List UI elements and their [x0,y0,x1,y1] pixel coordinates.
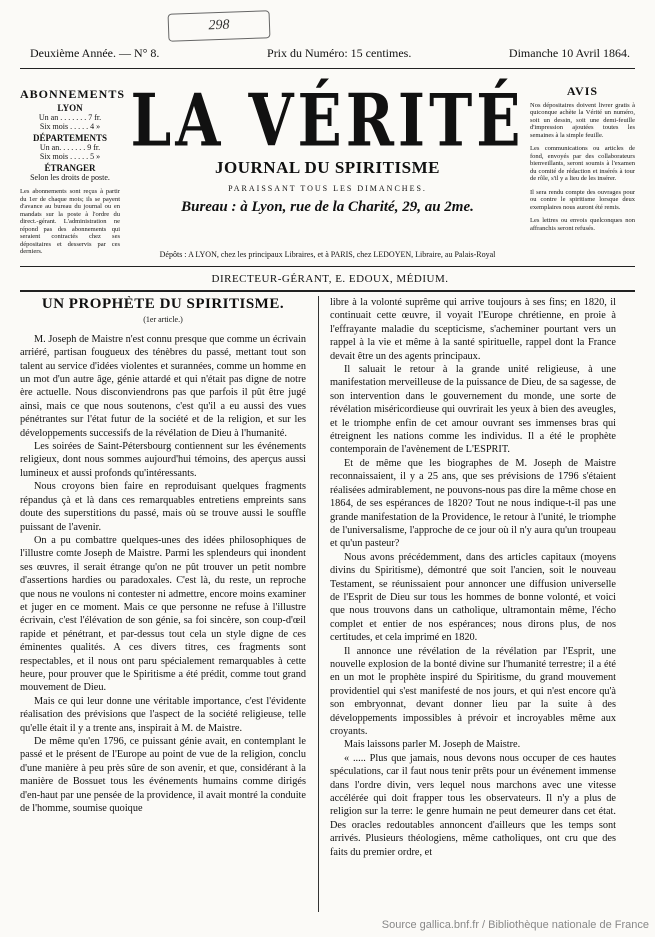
issue-year-number: Deuxième Année. — N° 8. [30,46,160,60]
subscriptions-header: ABONNEMENTS [20,87,126,101]
notice-header: AVIS [566,84,599,98]
lyon-header: LYON [57,103,83,113]
notice-paragraph: Les communications ou articles de fond, envoyés par des collaborateurs bienveillants, seront soumis à l'examen du comité de rédaction et insérés à tour de rôle, s'il y a lieu de les insérer. [530,145,635,182]
publication-frequency: PARAISSANT TOUS LES DIMANCHES. [228,184,427,193]
director-line: DIRECTEUR-GÉRANT, E. EDOUX, MÉDIUM. [211,273,449,285]
article-paragraph: On a pu combattre quelques-unes des idées philosophiques de l'illustre comte Joseph de Maistre. Parmi les splendeurs qui inondent ses œuvres, il serait étrange qu'on ne pût trouver un petit nombre d'assertions hardies ou paradoxales. C'est là, du reste, un reproche que nous ne voulons ni contester ni admettre, encore moins examiner et juger en ce moment. Mais ce que personne ne refuse à l'illustre écrivain, c'est l'élévation de son génie, sa foi sincère, son coup-d'œil rapide et pénétrant, et par-dessus tout cela un style digne de ces éminentes qualités. A ces divers titres, ces fragments sont respectables, et il nous ont paru spécialement remarquables à cette heure, pour prouver que le Spiritisme a été prédit, comme tout grand mouvement de Dieu. [20,534,306,694]
dep-six-month-rate: Six mois . . . . . 5 » [39,152,101,161]
notice-paragraph: Il sera rendu compte des ouvrages pour ou contre le spiritisme lorsque deux exemplaires nous auront été remis. [530,188,635,211]
director-rule [20,290,635,292]
article-paragraph: Nous croyons bien faire en reproduisant quelques fragments répandus çà et là dans ces remarquables entretiens empreints sans doute des superstitions du passé, mais où se trouve aussi le souffle puissant de l'avenir. [20,481,306,533]
article-paragraph: De même qu'en 1796, ce puissant génie avait, en contemplant le passé et le présent de l'Europe au point de vue de la religion, conclu d'une manière à peu près sûre de son avenir, et que, considérant à la manière de Bossuet tous les événements humains comme dirigés d'en-haut par une pensée de la providence, il avait montré la conduite de l'homme, soumise quoique [20,736,306,815]
article-paragraph: « ..... Plus que jamais, nous devons nous occuper de ces hautes spéculations, car il faut nous tenir prêts pour un événement immense dans l'ordre divin, vers lequel nous marchons avec une vitesse accélérée qui doit frapper tous les observateurs. Il n'y a plus de religion sur la terre: le genre humain ne peut demeurer dans cet état. Des oracles redoutables annoncent d'ailleurs que les temps sont arrivés. Plusieurs théologiens, même catholiques, ont cru que des faits du premier ordre, et [330,752,616,858]
lyon-six-month-rate: Six mois . . . . . 4 » [39,122,101,131]
notice-paragraph: Nos dépositaires doivent livrer gratis à quiconque achète la Vérité un numéro, soit un dessin, soit une demi-feuille d'impression ajoutées toutes les semaines à la simple feuille. [530,101,635,139]
etranger-header: ÉTRANGER [44,163,96,173]
library-stamp: 298 [168,10,271,42]
issue-line [30,46,630,66]
newspaper-title: LA VÉRITÉ [130,77,525,163]
bureau-address: Bureau : à Lyon, rue de la Charité, 29, au 2me. [181,199,474,215]
article-paragraph: Il annonce une révélation de la révélation par l'Esprit, une nouvelle explosion de la bonté divine sur l'humanité terrestre; il a été en un mot le prophète inspiré du Spiritisme, du grand mouvement providentiel qui s'est manifesté de nos jours, et qui n'est encore qu'à son embryonnat, devant donner lieu par la suite à des développements impossibles à prévoir et incroyables même aux croyants. [330,645,616,737]
article-paragraph: Les soirées de Saint-Pétersbourg contiennent sur les événements religieux, dont nous sommes aujourd'hui témoins, des aperçus aussi lumineux et aussi profonds qu'intéressants. [20,441,306,479]
article-paragraph: Mais laissons parler M. Joseph de Maistre. [344,739,521,751]
departements-header: DÉPARTEMENTS [32,133,108,143]
column-separator [318,296,319,912]
article-paragraph: M. Joseph de Maistre n'est connu presque que comme un écrivain arriéré, partisan fougueux des ténèbres du passé, mettant tout son talent au service d'idées violentes et surannées, comme un homme en un mot d'un autre âge, génie attardé et qui n'était pas digne de notre ère actuelle. Nous disconviendrons pas que parfois il pût être jugé ainsi, mais ce que nous soutenons, c'est qu'il a eu aussi des vues pénétrantes sur l'état futur de la société et de la religion, et sur les développements successifs de la révélation de Dieu à l'humanité. [20,333,306,439]
subscriptions-box [20,87,126,256]
article-column-right [330,296,616,912]
article-paragraph: Il saluait le retour à la grande unité religieuse, à une manifestation merveilleuse de la puissance de Dieu, de sa sagesse, de son intervention dans le gouvernement du monde, une sorte de révélation miséricordieuse qui ouvrirait les yeux à bien des aveugles, et le triomphe enfin de cet amour ouvrant ses immenses bras qui étreignent les nations comme les individus. Il a été le prophète contemporain de l'avènement de L'ESPRIT. [330,364,616,456]
masthead [130,77,525,216]
source-credit: Source gallica.bnf.fr / Bibliothèque nationale de France [381,919,649,931]
issue-date: Dimanche 10 Avril 1864. [508,46,630,60]
article-paragraph: libre à la volonté suprême qui arrive toujours à ses fins; en 1820, il continuait cette œuvre, il voyait l'Europe chrétienne, en proie à l'effrayante maladie du scepticisme, s'acheminer pourtant vers un rappel à la vie et même à la santé spirituelle, rappel dont la France devait être un des agents principaux. [330,297,616,362]
top-rule [20,68,635,69]
article-paragraph: Mais ce qui leur donne une véritable importance, c'est l'évidente réalisation des prévisions que l'aspect de la société religieuse, telle qu'elle était il y a trente ans, inspirait à M. de Maistre. [20,695,306,734]
article-paragraph: Nous avons précédemment, dans des articles capitaux (moyens divins du Spiritisme), démontré que soit l'ancien, soit le nouveau Testament, se réunissaient pour annoncer une diffusion universelle de l'Esprit de Dieu sur tous les hommes de bonne volonté, et voici que nous trouvons dans un catholique, ultramontain même, l'écho complet et entier de nos espérances; nous dirons plus, de nos certitudes, et cela imprimé en 1820. [330,551,616,644]
notice-paragraph: Les lettres ou envois quelconques non affranchis seront refusés. [530,217,635,232]
article-column-left [20,296,306,912]
issue-price: Prix du Numéro: 15 centimes. [267,46,412,60]
dep-year-rate: Un an. . . . . . . 9 fr. [39,143,101,152]
masthead-rule [20,266,635,267]
newspaper-subtitle: JOURNAL DU SPIRITISME [215,158,440,177]
depots-line: Dépôts : A LYON, chez les principaux Libraires, et à PARIS, chez LEDOYEN, Libraire, au Palais-Royal [159,250,496,259]
subscriptions-note: Les abonnements sont reçus à partir du 1er de chaque mois; ils se payent d'avance au bureau du journal ou en mandats sur la poste à l'ordre du direct.-gérant. L'administration ne répond pas des abonnements qui seraient contractés chez ses dépositaires et desservis par ces derniers. [20,188,120,255]
article-paragraph: Et de même que les biographes de M. Joseph de Maistre reconnaissaient, il y a 25 ans, que ses prévisions de 1796 s'étaient réalisées admirablement, ne pouvons-nous pas dire la même chose en 1864, de ses espérances de 1820? Tout ne nous indique-t-il pas une grande manifestation de la Providence, le retour à l'unité, le triomphe de l'universalisme, l'approche de ce jour où il n'y aura qu'un troupeau et qu'un pasteur? [330,457,616,550]
lyon-year-rate: Un an . . . . . . . 7 fr. [38,113,102,122]
article-part: (1er article.) [143,315,183,325]
article-title: UN PROPHÈTE DU SPIRITISME. [41,296,285,312]
notice-box [530,84,635,238]
etranger-note: Selon les droits de poste. [30,173,110,182]
